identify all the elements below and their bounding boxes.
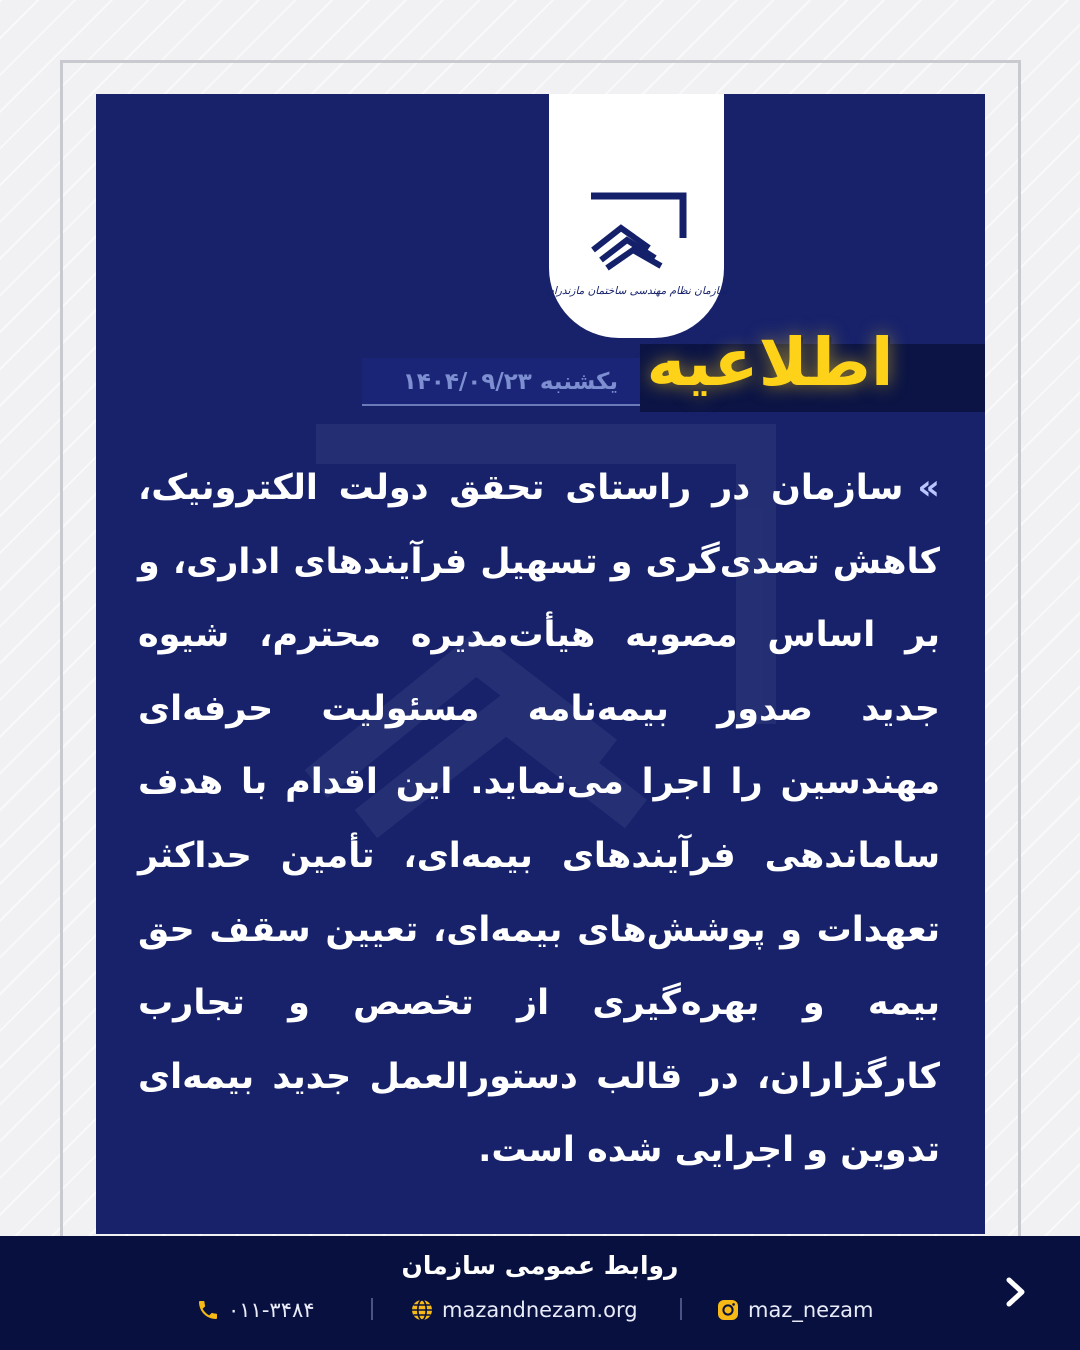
instagram-icon: [716, 1298, 740, 1322]
chevron-right-icon[interactable]: [996, 1272, 1036, 1312]
organization-logo: [546, 190, 728, 310]
instagram-handle: maz_nezam: [748, 1298, 874, 1322]
phone-number: ۰۱۱-۳۴۸۴: [228, 1298, 315, 1322]
footer-separator: [680, 1298, 682, 1320]
logo-text: سازمان نظام مهندسی ساختمان مازندران: [546, 285, 728, 297]
footer-website[interactable]: [410, 1292, 638, 1328]
announcement-title: اطلاعیه: [646, 324, 894, 401]
footer-instagram[interactable]: [716, 1292, 873, 1328]
globe-icon: [410, 1298, 434, 1322]
footer: [0, 1236, 1080, 1350]
footer-phone[interactable]: [196, 1292, 315, 1328]
logo-tab: [546, 94, 728, 338]
phone-icon: [196, 1298, 220, 1322]
quote-mark: »: [917, 468, 940, 508]
footer-title: روابط عمومی سازمان: [401, 1251, 679, 1280]
announcement-body: [138, 452, 940, 1188]
announcement-body-text: سازمان در راستای تحقق دولت الکترونیک، کاهش تصدی‌گری و تسهیل فرآیندهای اداری، و بر اساس مصوبه هیأت‌مدیره محترم، شیوه جدید صدور بیمه‌نامه مسئولیت حرفه‌ای مهندسین را اجرا می‌نماید. این اقدام با هدف ساماندهی فرآیندهای بیمه‌ای، تأمین حداکثر تعهدات و پوشش‌های بیمه‌ای، تعیین سقف حق بیمه و بهره‌گیری از تخصص و تجارب کارگزاران، در قالب دستورالعمل جدید بیمه‌ای تدوین و اجرایی شده است.: [138, 468, 940, 1171]
footer-separator: [371, 1298, 373, 1320]
announcement-date: یکشنبه ۱۴۰۴/۰۹/۲۳: [362, 358, 640, 406]
website-link: mazandnezam.org: [442, 1298, 638, 1322]
